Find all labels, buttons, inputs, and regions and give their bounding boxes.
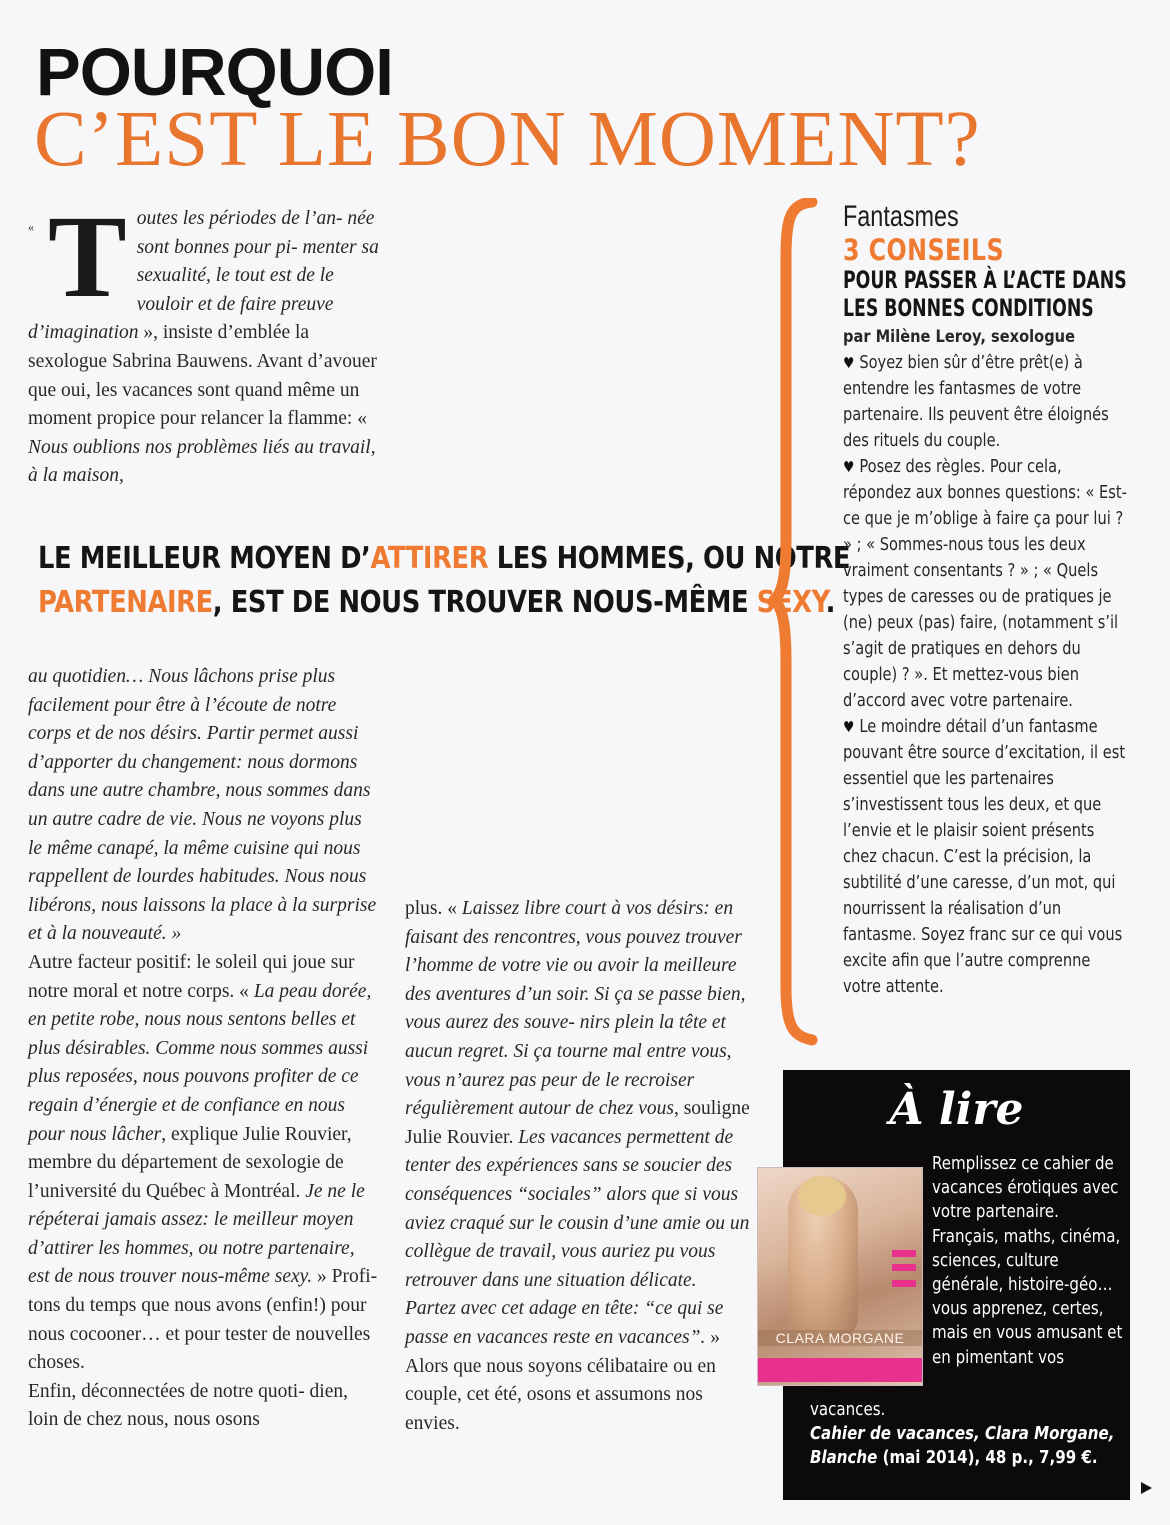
sidebar-kicker: Fantasmes xyxy=(843,200,959,233)
paragraph-quote: Laissez libre court à vos désirs: en faisant des rencontres, vous pouvez trouver l’homme de votre vie ou avoir la meilleure des aventures d’un soir. Si ça se passe bien, vous aurez des souve- nirs plein la tête et aucun regret. Si ça tourne mal entre vous, vous n’aurez pas peur de le recroiser régulièrement autour de chez vous xyxy=(405,898,746,1120)
opening-quote-mark: « xyxy=(28,220,34,234)
sidebar-subhead: LES BONNES CONDITIONS xyxy=(843,294,1094,322)
sidebar-headline: 3 CONSEILS xyxy=(843,233,1005,267)
sidebar-byline: par Milène Leroy, sexologue xyxy=(843,327,1075,347)
paragraph-text: Alors que nous soyons célibataire ou en couple, cet été, osons et assumons nos envies. xyxy=(405,1355,716,1434)
cover-tag xyxy=(892,1280,916,1287)
sidebar-subhead: POUR PASSER À L’ACTE DANS xyxy=(843,266,1127,294)
article-intro xyxy=(28,191,380,491)
article-column-2 xyxy=(405,895,750,1438)
paragraph-text: Enfin, déconnectées de notre quoti- dien, loin de chez nous, nous osons xyxy=(28,1380,349,1431)
paragraph-text: , souligne Julie Rouvier. xyxy=(405,1098,750,1148)
curly-brace-decoration xyxy=(768,198,818,1048)
cover-author: CLARA MORGANE xyxy=(758,1330,922,1346)
pull-quote-text: LE MEILLEUR MOYEN D’ xyxy=(38,541,371,576)
pull-quote-highlight: ATTIRER xyxy=(370,541,489,576)
sidebar-tips xyxy=(843,200,1133,1000)
tip-item xyxy=(843,454,1127,714)
reading-box-description xyxy=(932,1152,1126,1370)
next-page-arrow-icon xyxy=(1141,1482,1152,1494)
intro-text: », insiste d’emblée la sexologue Sabrina Bauwens. Avant d’avouer que oui, les vacances sont quand même un moment propice pour relancer la flamme: « xyxy=(28,322,377,430)
sidebar-tips-list xyxy=(843,350,1127,1000)
description-text: Remplissez ce cahier de vacances érotiques avec votre partenaire. Français, maths, cinéma, sciences, culture générale, histoire-géo… vous apprenez, certes, mais en vous amusant et en pimentant vos xyxy=(932,1154,1123,1368)
title-line-1: POURQUOI xyxy=(36,35,393,110)
drop-cap: T xyxy=(48,191,127,322)
pull-quote-text: LES HOMMES, OU NOTRE xyxy=(488,541,851,576)
cover-tag xyxy=(892,1264,916,1271)
cover-band xyxy=(758,1358,922,1382)
heart-icon: ♥ xyxy=(843,718,855,736)
paragraph-quote: Je ne le répéterai jamais assez: le meilleur moyen d’attirer les hommes, ou notre partenaire, est de nous trouver nous-même sexy. xyxy=(28,1180,365,1288)
title-line-2: C’EST LE BON MOMENT? xyxy=(34,96,981,183)
paragraph-text: , explique Julie Rouvier, membre du département de sexologie de l’université du Québec à Montréal. xyxy=(28,1123,352,1202)
book-title: Cahier de vacances, Clara Morgane, Blanche xyxy=(810,1424,1115,1469)
tip-text: Soyez bien sûr d’être prêt(e) à entendre les fantasmes de votre partenaire. Ils peuvent être éloignés des rituels du couple. xyxy=(843,353,1109,451)
book-details: (mai 2014), 48 p., 7,99 €. xyxy=(877,1448,1098,1469)
heart-icon: ♥ xyxy=(843,458,855,476)
cover-figure-hair xyxy=(798,1176,846,1216)
tip-text: Le moindre détail d’un fantasme pouvant être source d’excitation, il est essentiel que les partenaires s’investissent tous les deux, et que l’envie et le plaisir soient présents chez chacun. C’est la précision, la subtilité d’une caresse, d’un mot, qui nourrissent la réalisation d’un fantasme. Soyez franc sur ce qui vous excite afin que l’autre comprenne votre attente. xyxy=(843,717,1126,997)
pull-quote-highlight: SEXY xyxy=(756,585,826,620)
heart-icon: ♥ xyxy=(843,354,855,372)
paragraph-text: plus. « xyxy=(405,898,462,919)
intro-quote-2: Nous oublions nos problèmes liés au travail, à la maison, xyxy=(28,436,376,487)
pull-quote xyxy=(38,537,851,625)
paragraph-quote: au quotidien… Nous lâchons prise plus facilement pour être à l’écoute de notre corps et de nos désirs. Partir permet aussi d’apporter du changement: nous dormons dans une autre chambre, nous sommes dans un autre cadre de vie. Nous ne voyons plus le même canapé, la même cuisine qui nous rappellent de lourdes habitudes. Nous nous libérons, nous laissons la place à la surprise et à la nouveauté. » xyxy=(28,666,377,945)
paragraph-text: Autre facteur positif: le soleil qui joue sur notre moral et notre corps. « xyxy=(28,951,355,1002)
paragraph-text: » xyxy=(705,1326,720,1348)
tip-item xyxy=(843,714,1127,1000)
paragraph-text: » Profi- tons du temps que nous avons (enfin!) pour nous cocooner… et pour tester de nouvelles choses. xyxy=(28,1266,378,1374)
pull-quote-highlight: PARTENAIRE xyxy=(38,585,213,620)
cover-tag xyxy=(892,1250,916,1257)
paragraph-quote: La peau dorée, en petite robe, nous nous sentons belles et plus désirables. Comme nous sommes aussi plus reposées, nous pouvons profiter de ce regain d’énergie et de confiance en nous pour nous lâcher xyxy=(28,980,372,1145)
article-column-1 xyxy=(28,663,380,1435)
pull-quote-text: . xyxy=(825,585,835,620)
description-text-end: vacances. xyxy=(810,1400,886,1420)
tip-item xyxy=(843,350,1127,454)
reading-box-heading: À lire xyxy=(889,1084,1024,1135)
pull-quote-line-1 xyxy=(38,537,851,581)
pull-quote-line-2 xyxy=(38,581,835,625)
intro-quote: outes les périodes de l’an- née sont bonnes pour pi- menter sa sexualité, le tout est de le vouloir et de faire preuve d’imagination xyxy=(28,208,379,344)
reading-box-reference xyxy=(810,1398,1115,1471)
paragraph-quote: Les vacances permettent de tenter des expériences sans se soucier des conséquences “sociales” alors que si vous aviez craqué sur le cousin d’une amie ou un collègue de travail, vous auriez pu vous retrouver dans une situation délicate. Partez avec cet adage en tête: “ce qui se passe en vacances reste en vacances”. xyxy=(405,1126,750,1348)
pull-quote-text: , EST DE NOUS TROUVER NOUS-MÊME xyxy=(212,585,757,620)
tip-text: Posez des règles. Pour cela, répondez aux bonnes questions: « Est-ce que je m’oblige à faire ça pour lui ? » ; « Sommes-nous tous les deux vraiment consentants ? » ; « Quels types de caresses ou de pratiques je (ne) peux (pas) faire, (notamment s’il s’agit de pratiques en dehors du couple) ? ». Et mettez-vous bien d’accord avec votre partenaire. xyxy=(843,457,1127,711)
book-cover-image xyxy=(757,1167,923,1386)
